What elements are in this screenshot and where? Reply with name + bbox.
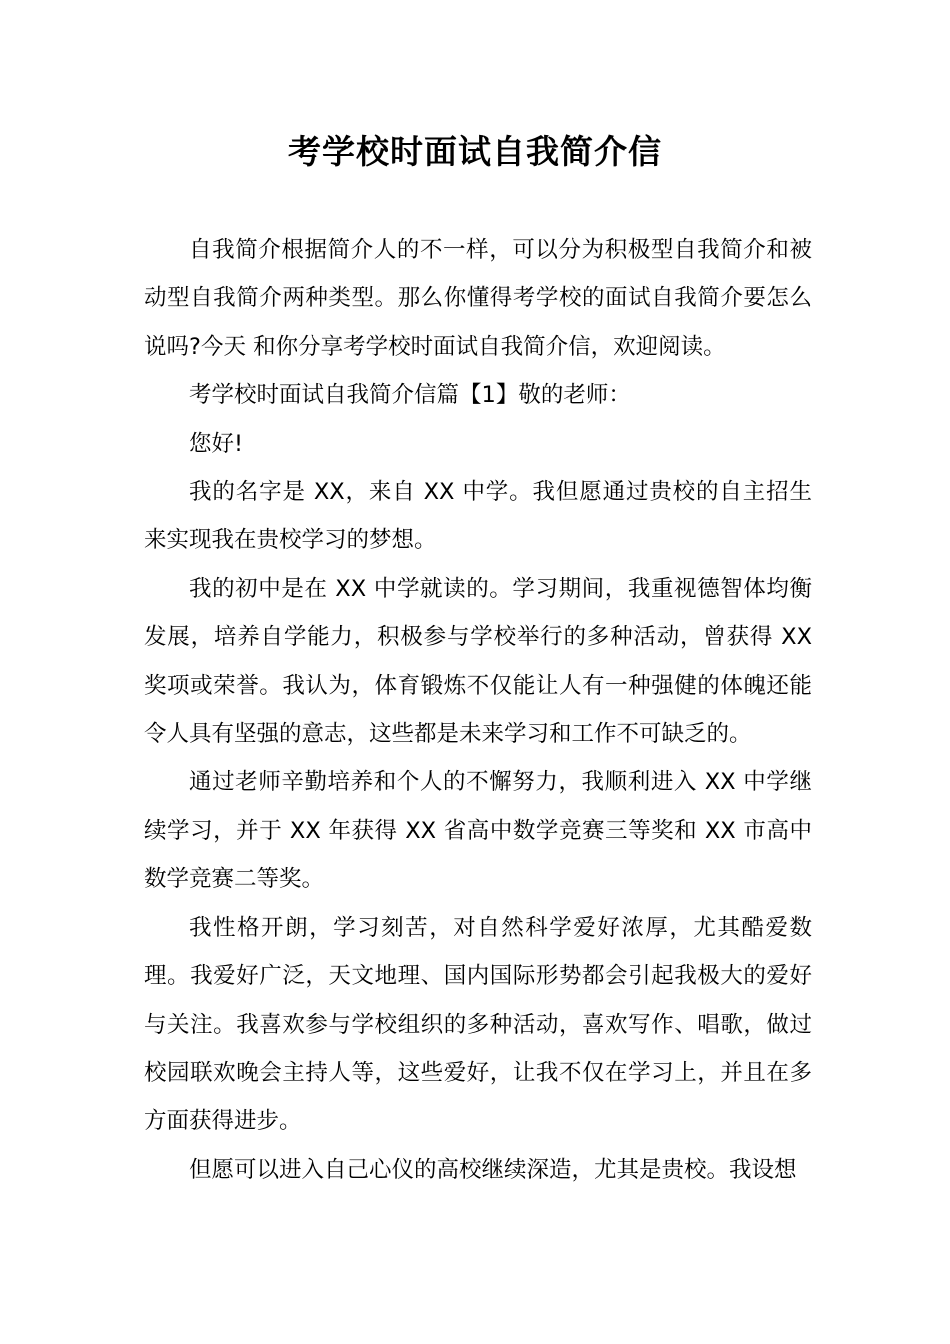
paragraph-letter-heading: 考学校时面试自我简介信篇【1】敬的老师： [189,382,631,409]
paragraph-personality: 我性格开朗，学习刻苦，对自然科学爱好浓厚，尤其酷爱数理。我爱好广泛，天文地理、国内国际形势都会引起我极大的爱好与关注。我喜欢参与学校组织的多种活动，喜欢写作、唱歌，做过校园联欢晚会主持人等，这些爱好，让我不仅在学习上，并且在多方面获得进步。 [144,914,812,1135]
paragraph-greeting: 您好! [189,430,244,457]
paragraph-name: 我的名字是 XX，来自 XX 中学。我但愿通过贵校的自主招生来实现我在贵校学习的梦想。 [144,479,812,554]
paragraph-hope: 但愿可以进入自己心仪的高校继续深造，尤其是贵校。我设想 [189,1156,797,1183]
paragraph-junior-school: 我的初中是在 XX 中学就读的。学习期间，我重视德智体均衡发展，培养自学能力，积极参与学校举行的多种活动，曾获得 XX 奖项或荣誉。我认为，体育锻炼不仅能让人有一种强健的体魄还能令人具有坚强的意志，这些都是未来学习和工作不可缺乏的。 [144,575,812,748]
paragraph-senior-school: 通过老师辛勤培养和个人的不懈努力，我顺利进入 XX 中学继续学习，并于 XX 年获得 XX 省高中数学竞赛三等奖和 XX 市高中数学竞赛二等奖。 [144,769,812,893]
document-title: 考学校时面试自我简介信 [288,132,662,171]
document-body [144,226,812,1194]
paragraph-intro: 自我简介根据简介人的不一样，可以分为积极型自我简介和被动型自我简介两种类型。那么你懂得考学校的面试自我简介要怎么说吗?今天 和你分享考学校时面试自我简介信，欢迎阅读。 [144,237,812,360]
